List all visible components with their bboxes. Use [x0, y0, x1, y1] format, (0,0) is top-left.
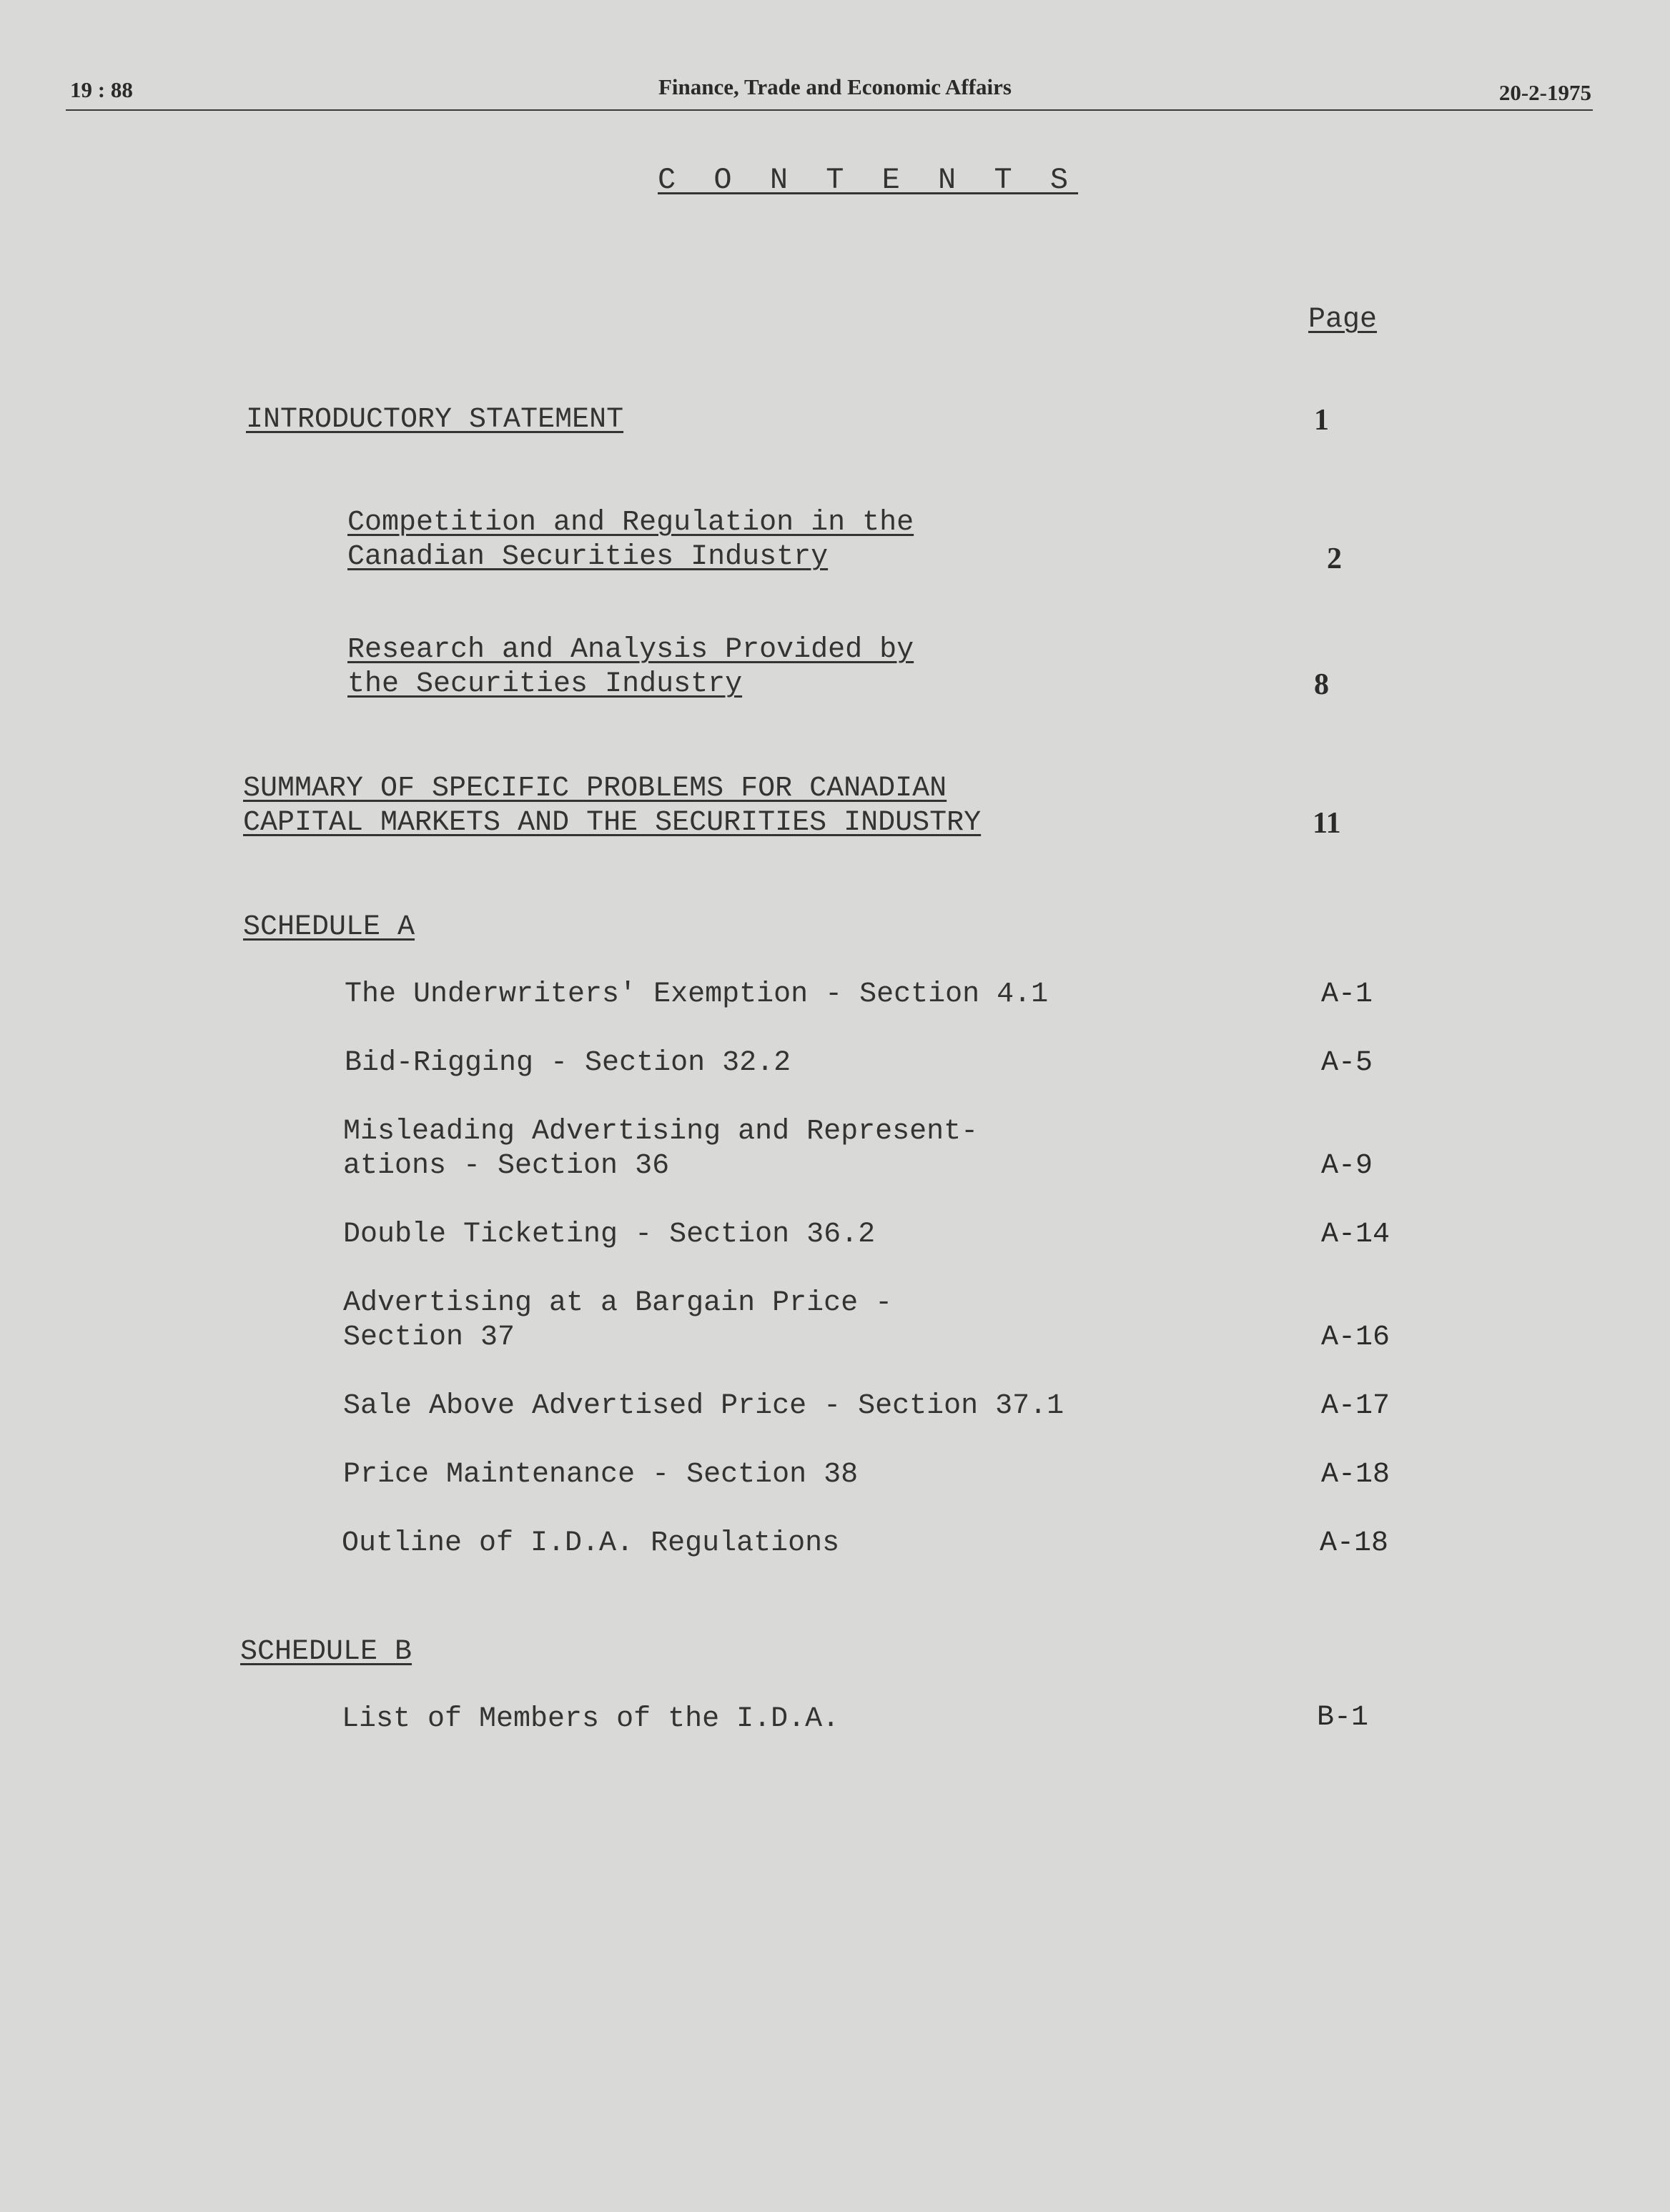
toc-entry-title: SUMMARY OF SPECIFIC PROBLEMS FOR CANADIAN	[243, 773, 947, 805]
toc-entry-page: A-17	[1321, 1390, 1390, 1422]
toc-entry-page: 2	[1327, 542, 1342, 575]
toc-entry-title: The Underwriters' Exemption - Section 4.1	[345, 978, 1049, 1011]
toc-entry-page: 11	[1313, 807, 1341, 840]
toc-entry-page: 8	[1314, 668, 1329, 701]
schedule-b-heading: SCHEDULE B	[240, 1636, 412, 1668]
toc-entry-title: List of Members of the I.D.A.	[342, 1703, 840, 1735]
toc-entry-title: Competition and Regulation in the	[347, 507, 914, 539]
header-rule	[66, 109, 1593, 111]
bleed-through-texture	[400, 243, 1401, 244]
toc-entry-title: Sale Above Advertised Price - Section 37.1	[343, 1390, 1064, 1422]
toc-entry-title: Bid-Rigging - Section 32.2	[345, 1047, 791, 1079]
running-header-page-number: 19 : 88	[70, 77, 133, 102]
page-column-label: Page	[1308, 304, 1378, 336]
schedule-a-heading: SCHEDULE A	[243, 911, 415, 943]
toc-entry-page: A-14	[1321, 1219, 1390, 1251]
toc-entry-title-line2: the Securities Industry	[347, 668, 743, 700]
toc-entry-title: Research and Analysis Provided by	[347, 634, 914, 666]
toc-entry-title: Outline of I.D.A. Regulations	[342, 1527, 840, 1559]
toc-entry-title: Double Ticketing - Section 36.2	[343, 1219, 876, 1251]
toc-entry-title-line2: Section 37	[343, 1321, 515, 1354]
toc-entry-title: Price Maintenance - Section 38	[343, 1459, 859, 1491]
toc-entry-page: B-1	[1317, 1702, 1369, 1734]
running-header-title: Finance, Trade and Economic Affairs	[658, 74, 1012, 99]
toc-entry-page: A-16	[1321, 1321, 1390, 1354]
toc-entry-title-line2: ations - Section 36	[343, 1150, 670, 1182]
toc-entry-page: A-1	[1321, 978, 1373, 1011]
toc-entry-title: Misleading Advertising and Represent-	[343, 1116, 979, 1148]
toc-entry-title: INTRODUCTORY STATEMENT	[246, 404, 624, 436]
toc-entry-page: A-18	[1321, 1459, 1390, 1491]
toc-entry-page: 1	[1314, 404, 1329, 437]
toc-entry-page: A-18	[1320, 1527, 1389, 1559]
toc-entry-page: A-5	[1321, 1047, 1373, 1079]
toc-entry-title-line2: Canadian Securities Industry	[347, 541, 829, 573]
toc-entry-title: Advertising at a Bargain Price -	[343, 1287, 893, 1319]
toc-entry-title-line2: CAPITAL MARKETS AND THE SECURITIES INDUSTRY	[243, 807, 982, 839]
running-header-date: 20-2-1975	[1498, 80, 1591, 105]
contents-title: C O N T E N T S	[658, 163, 1079, 197]
toc-entry-page: A-9	[1321, 1150, 1373, 1182]
